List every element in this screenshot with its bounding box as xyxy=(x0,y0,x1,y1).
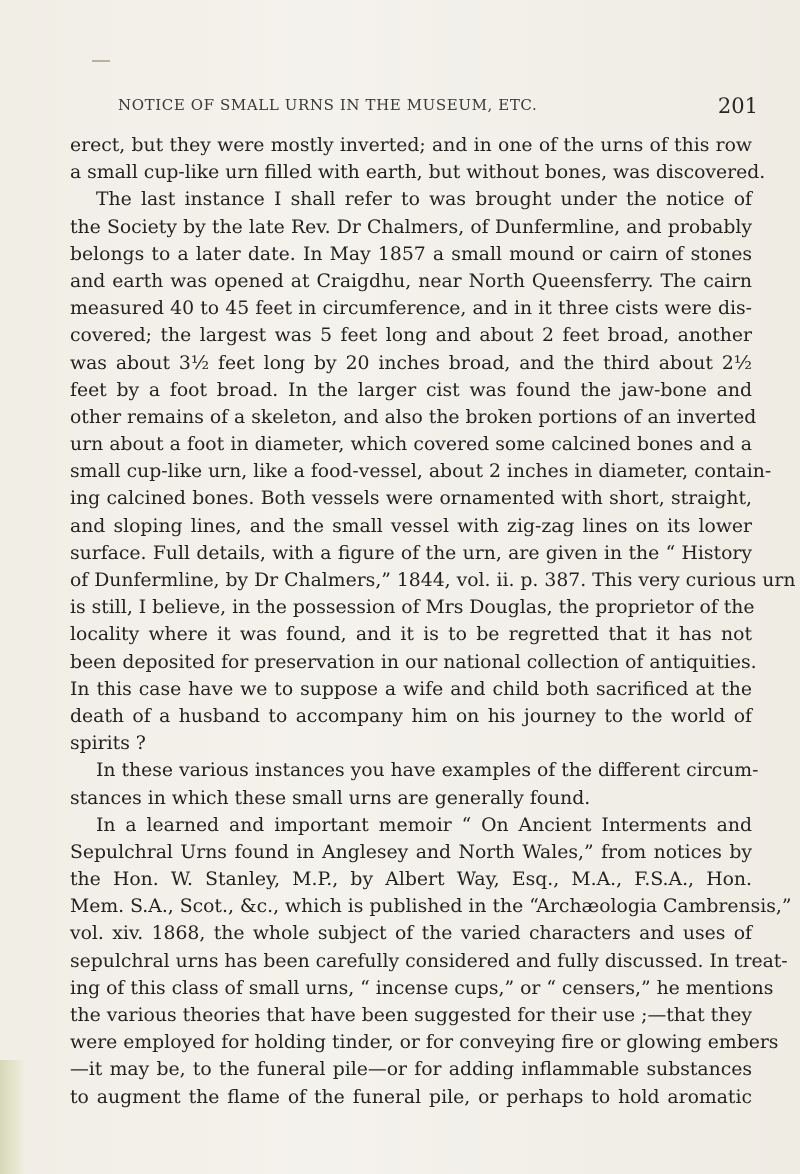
text-line: belongs to a later date. In May 1857 a small mound or cairn of stones xyxy=(70,243,752,265)
page-edge-stain xyxy=(0,1060,26,1174)
text-line: sepulchral urns has been carefully considered and fully discussed. In treat- xyxy=(70,950,788,972)
page-header xyxy=(118,94,758,122)
text-line: urn about a foot in diameter, which covered some calcined bones and a xyxy=(70,434,752,456)
text-line: In this case have we to suppose a wife and child both sacrificed at the xyxy=(70,678,752,700)
text-line: vol. xiv. 1868, the whole subject of the varied characters and uses of xyxy=(70,923,752,945)
text-line: stances in which these small urns are generally found. xyxy=(70,787,591,809)
text-line: ing of this class of small urns, “ incense cups,” or “ censers,” he mentions xyxy=(70,977,774,999)
text-line: and sloping lines, and the small vessel with zig-zag lines on its lower xyxy=(70,515,752,537)
text-line: is still, I believe, in the possession of Mrs Douglas, the proprietor of the xyxy=(70,597,755,619)
page-number: 201 xyxy=(717,94,758,118)
running-head: NOTICE OF SMALL URNS IN THE MUSEUM, ETC. xyxy=(118,96,538,114)
text-line: locality where it was found, and it is to be regretted that it has not xyxy=(70,624,752,646)
text-line: a small cup-like urn filled with earth, but without bones, was discovered. xyxy=(70,162,766,184)
text-line: been deposited for preservation in our national collection of antiquities. xyxy=(70,651,757,673)
text-line: ing calcined bones. Both vessels were ornamented with short, straight, xyxy=(70,488,752,510)
text-line: small cup-like urn, like a food-vessel, about 2 inches in diameter, contain- xyxy=(70,461,772,483)
text-line: the various theories that have been suggested for their use ;—that they xyxy=(70,1005,752,1026)
text-line: surface. Full details, with a figure of the urn, are given in the “ History xyxy=(70,542,752,564)
text-line: and earth was opened at Craigdhu, near North Queensferry. The cairn xyxy=(70,270,752,292)
text-line: Mem. S.A., Scot., &c., which is published in the “Archæologia Cambrensis,” xyxy=(70,896,792,918)
text-line: was about 3½ feet long by 20 inches broad, and the third about 2½ xyxy=(70,352,752,374)
body-text xyxy=(70,132,796,1111)
text-line: death of a husband to accompany him on his journey to the world of xyxy=(70,705,752,727)
text-line: covered; the largest was 5 feet long and about 2 feet broad, another xyxy=(70,325,752,347)
text-line: In a learned and important memoir “ On Ancient Interments and xyxy=(96,814,752,836)
text-line: were employed for holding tinder, or for conveying fire or glowing embers xyxy=(70,1032,779,1054)
text-line: The last instance I shall refer to was brought under the notice of xyxy=(96,189,752,211)
text-line: erect, but they were mostly inverted; and in one of the urns of this row xyxy=(70,135,752,156)
text-line: In these various instances you have examples of the different circum- xyxy=(96,760,759,782)
paper-mark xyxy=(92,60,110,62)
text-line: the Hon. W. Stanley, M.P., by Albert Way, Esq., M.A., F.S.A., Hon. xyxy=(70,869,752,891)
text-line: other remains of a skeleton, and also the broken portions of an inverted xyxy=(70,406,757,428)
text-line: of Dunfermline, by Dr Chalmers,” 1844, vol. ii. p. 387. This very curious urn xyxy=(70,570,796,591)
text-line: to augment the flame of the funeral pile, or perhaps to hold aromatic xyxy=(70,1086,752,1108)
text-line: Sepulchral Urns found in Anglesey and North Wales,” from notices by xyxy=(70,841,752,863)
text-line: spirits ? xyxy=(70,733,146,755)
text-line: the Society by the late Rev. Dr Chalmers, of Dunfermline, and probably xyxy=(70,216,752,238)
text-line: —it may be, to the funeral pile—or for adding inflammable substances xyxy=(70,1059,752,1081)
text-line: feet by a foot broad. In the larger cist was found the jaw-bone and xyxy=(70,379,752,401)
text-line: measured 40 to 45 feet in circumference, and in it three cists were dis- xyxy=(70,298,752,320)
